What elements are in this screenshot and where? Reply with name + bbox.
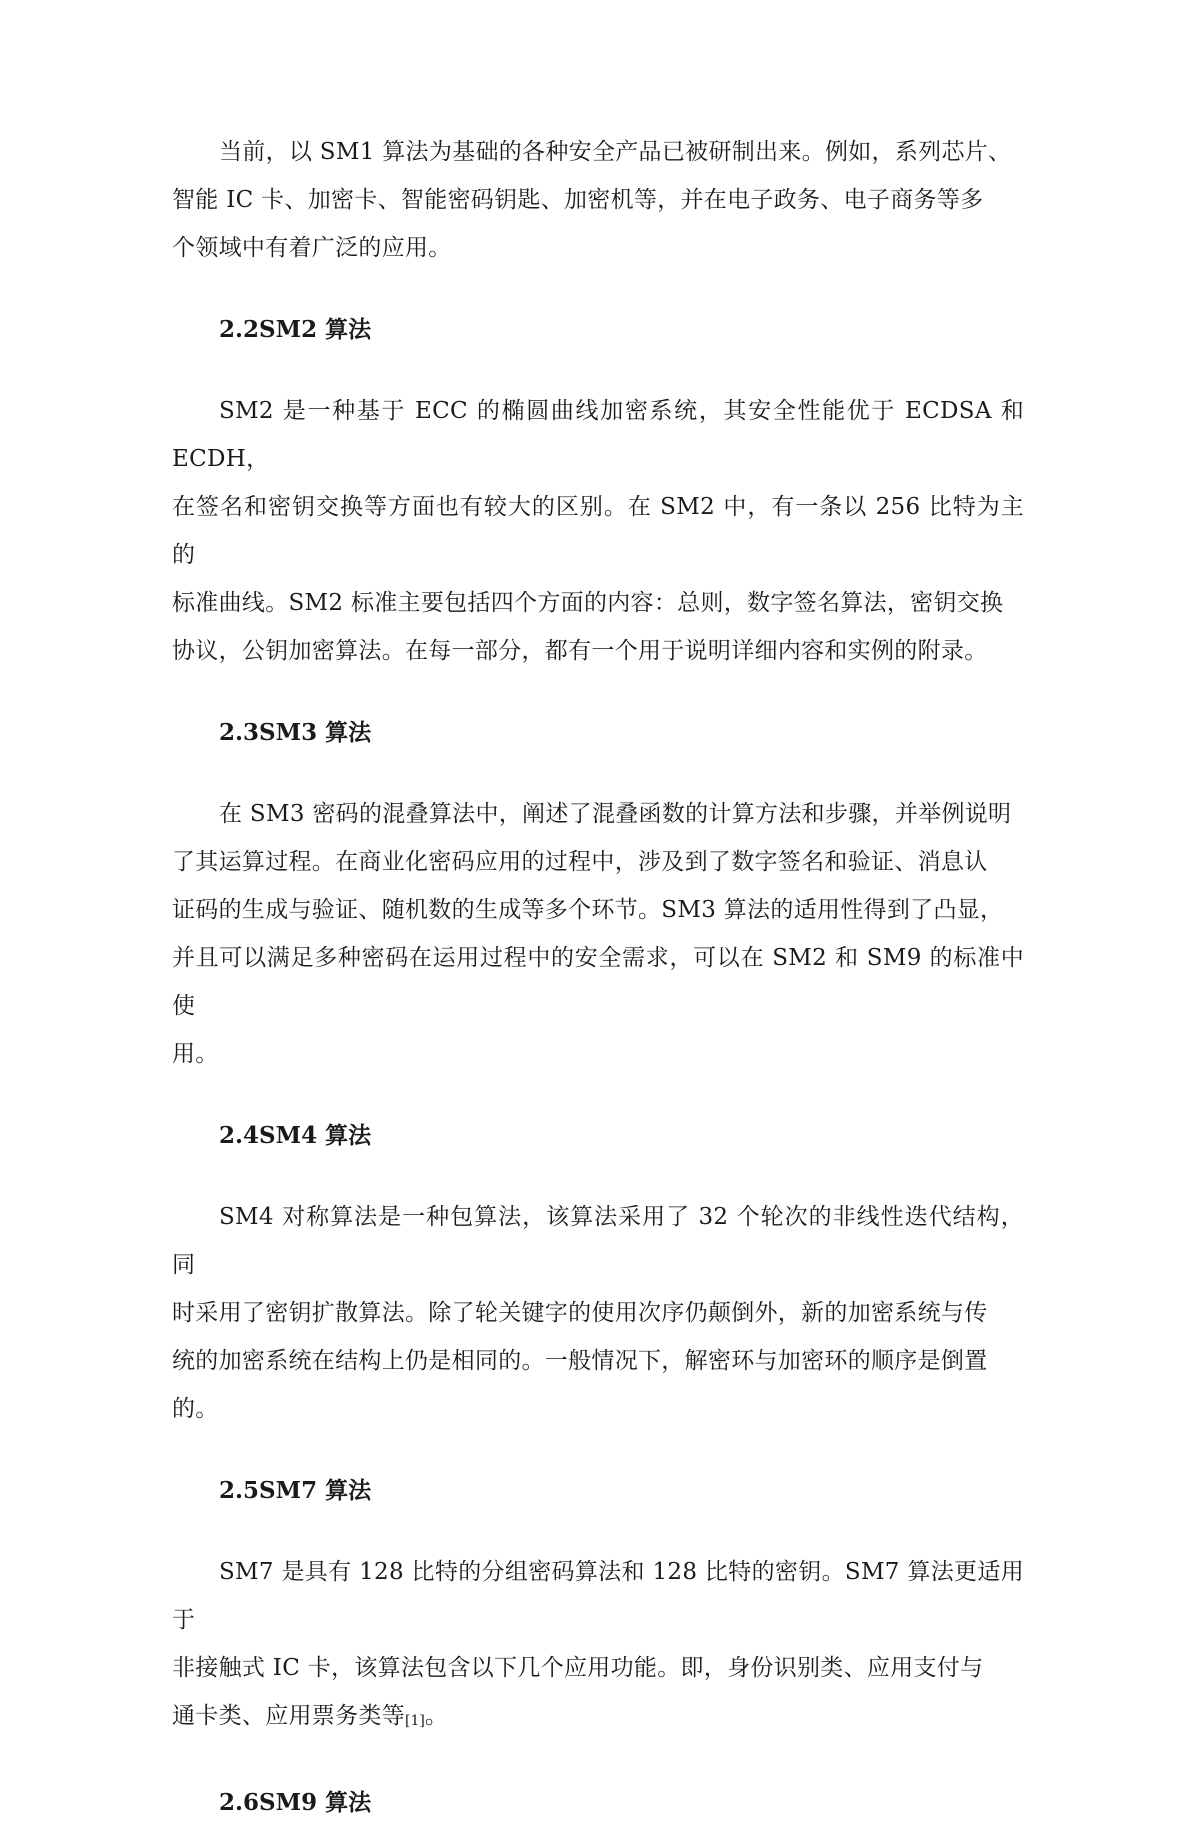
section-heading-sm9: 2.6SM9 算法 [219,1789,372,1816]
section-heading-sm2: 2.2SM2 算法 [219,316,372,343]
paragraph-sm2 [172,387,1024,675]
text-line: 并且可以满足多种密码在运用过程中的安全需求，可以在 SM2 和 SM9 的标准中使 [172,945,1024,1019]
text-line: 证码的生成与验证、随机数的生成等多个环节。SM3 算法的适用性得到了凸显， [172,897,1004,923]
text-line: 的。 [172,1396,219,1422]
text-line: 标准曲线。SM2 标准主要包括四个方面的内容：总则，数字签名算法，密钥交换 [172,590,1004,616]
section-heading-sm7: 2.5SM7 算法 [219,1477,372,1504]
paragraph-sm4 [172,1193,1024,1433]
text-line: SM7 是具有 128 比特的分组密码算法和 128 比特的密钥。SM7 算法更适用于 [172,1559,1024,1633]
text-segment: 。 [424,1703,449,1729]
text-line: 了其运算过程。在商业化密码应用的过程中，涉及到了数字签名和验证、消息认 [172,849,988,875]
text-line [172,1692,1024,1745]
paragraph-sm7 [172,1548,1024,1745]
paragraph-sm1-intro [172,128,1024,272]
text-segment: 通卡类、应用票务类等 [172,1703,405,1729]
document-page [172,128,1024,1827]
text-line: 非接触式 IC 卡，该算法包含以下几个应用功能。即，身份识别类、应用支付与 [172,1655,984,1681]
text-line: 统的加密系统在结构上仍是相同的。一般情况下，解密环与加密环的顺序是倒置 [172,1348,988,1374]
text-line: 在签名和密钥交换等方面也有较大的区别。在 SM2 中，有一条以 256 比特为主的 [172,494,1024,568]
text-line: 用。 [172,1041,219,1067]
text-line: 时采用了密钥扩散算法。除了轮关键字的使用次序仍颠倒外，新的加密系统与传 [172,1300,988,1326]
text-line: 当前，以 SM1 算法为基础的各种安全产品已被研制出来。例如，系列芯片、 [219,139,1012,165]
section-heading-sm4: 2.4SM4 算法 [219,1122,372,1149]
paragraph-sm3 [172,790,1024,1078]
text-line: SM2 是一种基于 ECC 的椭圆曲线加密系统，其安全性能优于 ECDSA 和 ECDH， [172,398,1024,472]
section-heading-sm3: 2.3SM3 算法 [219,719,372,746]
text-line: 在 SM3 密码的混叠算法中，阐述了混叠函数的计算方法和步骤，并举例说明 [219,801,1012,827]
text-line: SM4 对称算法是一种包算法，该算法采用了 32 个轮次的非线性迭代结构，同 [172,1204,1024,1278]
text-line: 个领域中有着广泛的应用。 [172,235,452,261]
text-line: 协议，公钥加密算法。在每一部分，都有一个用于说明详细内容和实例的附录。 [172,638,988,664]
citation-reference[interactable]: [1] [405,1713,425,1729]
text-line: 智能 IC 卡、加密卡、智能密码钥匙、加密机等，并在电子政务、电子商务等多 [172,187,984,213]
